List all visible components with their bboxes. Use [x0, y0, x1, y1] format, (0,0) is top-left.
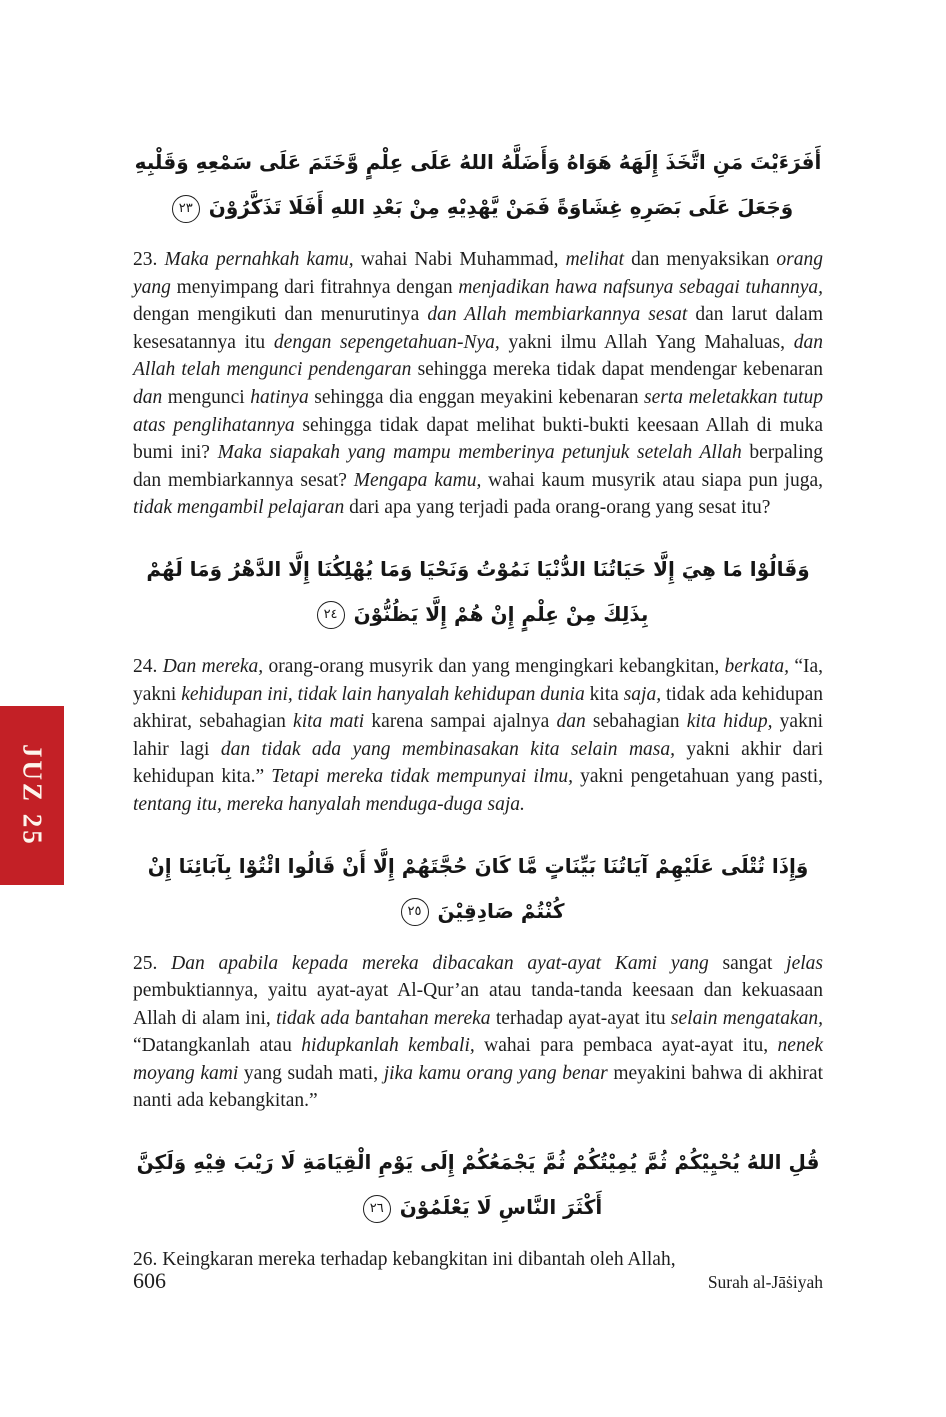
quran-verse-arabic — [133, 1140, 823, 1230]
tafsir-explanation-text: “Ia, yakni — [133, 655, 823, 705]
tafsir-quote-text: berkata, — [724, 655, 789, 677]
tafsir-explanation-text: karena sampai ajalnya — [364, 711, 557, 733]
tafsir-quote-text: serta meletakkan tutup atas penglihatannya — [133, 386, 823, 436]
tafsir-explanation-text: orang-orang musyrik dan yang mengingkari kebangkitan, — [263, 655, 725, 677]
tafsir-explanation-text: dengan mengikuti dan menurutinya — [133, 304, 428, 326]
page-footer — [133, 1268, 823, 1294]
tafsir-quote-text: Mengapa kamu, — [353, 469, 482, 491]
tafsir-quote-text: melihat — [565, 249, 625, 270]
translation-paragraph — [133, 246, 823, 522]
tafsir-explanation-text: wahai kaum musyrik atau siapa pun juga, — [481, 469, 823, 491]
tafsir-explanation-text: 24. — [133, 655, 163, 677]
tafsir-quote-text: dan — [133, 386, 163, 408]
tafsir-explanation-text: dan larut dalam kesesatannya itu — [133, 304, 823, 353]
tafsir-explanation-text: yakni ilmu Allah Yang Mahaluas, — [499, 331, 794, 353]
tafsir-quote-text: tentang itu, mereka hanyalah menduga-duga saja. — [133, 793, 525, 815]
page-number: 606 — [133, 1268, 166, 1293]
tafsir-quote-text: dan Allah telah mengunci pendengaran — [133, 331, 823, 381]
tafsir-explanation-text: berpaling dan membiarkannya sesat? — [133, 442, 823, 491]
tafsir-quote-text: nenek moyang kami — [133, 1035, 824, 1084]
tafsir-explanation-text: menyimpang dari fitrahnya dengan — [170, 276, 459, 298]
tafsir-quote-text: hatinya — [250, 386, 309, 408]
tafsir-quote-text: Maka pernahkah kamu, — [164, 249, 354, 270]
tafsir-explanation-text: pembuktiannya, yaitu ayat-ayat Al-Qur’an atau tanda-tanda keesaan dan kekuasaan Allah di alam ini, — [133, 980, 823, 1029]
tafsir-explanation-text: sehingga tidak dapat melihat bukti-bukti keesaan Allah di muka bumi ini? — [133, 414, 823, 464]
tafsir-explanation-text: sangat — [708, 952, 787, 974]
tafsir-quote-text: tidak ada bantahan mereka — [276, 1007, 491, 1029]
surah-title: Surah al-Jāṡiyah — [707, 1272, 823, 1292]
juz-label: JUZ 25 — [17, 744, 48, 847]
tafsir-quote-text: hidupkanlah kembali, — [301, 1035, 475, 1057]
quran-verse-arabic — [133, 844, 823, 934]
tafsir-quote-text: kita mati — [293, 711, 365, 733]
tafsir-explanation-text: “Datangkanlah atau — [133, 1035, 302, 1057]
tafsir-quote-text: kita hidup, — [686, 711, 773, 733]
tafsir-explanation-text: yang sudah mati, — [238, 1062, 384, 1084]
tafsir-quote-text: dengan sepengetahuan-Nya, — [273, 331, 500, 353]
tafsir-quote-text: Dan mereka, — [162, 655, 264, 677]
arabic-verse-text: وَقَالُوْا مَا هِيَ إِلَّا حَيَاتُنَا الدُّنْيَا نَمُوْتُ وَنَحْيَا وَمَا يُهْلِكُنَا إِلَّا الدَّهْرُ وَمَا لَهُمْ بِذَلِكَ مِنْ عِلْمٍ إِنْ هُمْ إِلَّا يَظُنُّوْنَ — [146, 556, 810, 626]
tafsir-explanation-text: sebahagian — [585, 711, 687, 733]
tafsir-explanation-text: sehingga mereka tidak dapat mendengar kebenaran — [411, 359, 824, 381]
translation-paragraph — [133, 653, 823, 819]
arabic-verse-text: أَفَرَءَيْتَ مَنِ اتَّخَذَ إِلَهَهُ هَوَاهُ وَأَضَلَّهُ اللهُ عَلَى عِلْمٍ وَّخَتَمَ عَلَى سَمْعِهِ وَقَلْبِهِ وَجَعَلَ عَلَى بَصَرِهِ غِشَاوَةً فَمَنْ يَّهْدِيْهِ مِنْ بَعْدِ اللهِ أَفَلَا تَذَكَّرُوْنَ — [134, 150, 822, 219]
tafsir-quote-text: Tetapi mereka tidak mempunyai ilmu, — [271, 766, 573, 788]
tafsir-quote-text: saja, — [623, 683, 662, 705]
verse-number-medallion: ٢٦ — [363, 1195, 391, 1223]
verse-number-medallion: ٢٥ — [401, 898, 429, 926]
tafsir-explanation-text: meyakini bahwa di akhirat nanti ada kebangkitan.” — [133, 1062, 823, 1112]
juz-tab — [0, 706, 64, 885]
tafsir-quote-text: jika kamu orang yang benar — [383, 1062, 608, 1084]
tafsir-explanation-text: wahai para pembaca ayat-ayat itu, — [474, 1035, 778, 1057]
tafsir-explanation-text: sehingga dia enggan meyakini kebenaran — [308, 386, 645, 408]
arabic-verse-text: وَإِذَا تُتْلَى عَلَيْهِمْ آيَاتُنَا بَيِّنَاتٍ مَّا كَانَ حُجَّتَهُمْ إِلَّا أَنْ قَالُوا ائْتُوْا بِآبَائِنَا إِنْ كُنْتُمْ صَادِقِيْنَ — [147, 853, 809, 923]
tafsir-explanation-text: terhadap ayat-ayat itu — [490, 1007, 671, 1029]
quran-verse-arabic — [133, 140, 823, 230]
tafsir-quote-text: selain mengatakan, — [670, 1007, 823, 1029]
tafsir-quote-text: dan — [556, 711, 586, 733]
verse-number-medallion: ٢٣ — [172, 195, 200, 223]
tafsir-quote-text: dan Allah membiarkannya sesat — [427, 304, 688, 326]
tafsir-explanation-text: dan menyaksikan — [624, 249, 777, 270]
tafsir-quote-text: jelas — [786, 952, 823, 974]
tafsir-explanation-text: 23. — [133, 249, 165, 270]
tafsir-explanation-text: yakni pengetahuan yang pasti, — [572, 766, 823, 788]
tafsir-explanation-text: yakni lahir lagi — [133, 711, 823, 760]
tafsir-quote-text: Maka siapakah yang mampu memberinya petunjuk setelah Allah — [217, 442, 742, 464]
tafsir-explanation-text: 25. — [133, 952, 172, 974]
page-content — [133, 0, 823, 1299]
tafsir-explanation-text: wahai Nabi Muhammad, — [353, 249, 566, 270]
tafsir-explanation-text: mengunci — [162, 386, 251, 408]
tafsir-explanation-text: dari apa yang terjadi pada orang-orang yang sesat itu? — [344, 497, 771, 519]
tafsir-quote-text: menjadikan hawa nafsunya sebagai tuhannya, — [458, 276, 823, 298]
translation-paragraph — [133, 950, 823, 1116]
tafsir-quote-text: Dan apabila kepada mereka dibacakan ayat-ayat Kami yang — [171, 952, 709, 974]
tafsir-quote-text: tidak mengambil pelajaran — [133, 497, 345, 519]
tafsir-quote-text: dan tidak ada yang membinasakan kita selain masa, — [220, 738, 676, 760]
tafsir-quote-text: kehidupan ini, tidak lain hanyalah kehidupan dunia — [181, 683, 585, 705]
arabic-verse-text: قُلِ اللهُ يُحْيِيْكُمْ ثُمَّ يُمِيْتُكُمْ ثُمَّ يَجْمَعُكُمْ إِلَى يَوْمِ الْقِيَامَةِ لَا رَيْبَ فِيْهِ وَلَكِنَّ أَكْثَرَ النَّاسِ لَا يَعْلَمُوْنَ — [136, 1150, 820, 1220]
tafsir-quote-text: orang yang — [133, 249, 823, 298]
verse-number-medallion: ٢٤ — [317, 601, 345, 629]
tafsir-explanation-text: tidak ada kehidupan akhirat, sebahagian — [133, 683, 824, 733]
tafsir-explanation-text: kita — [584, 683, 624, 705]
quran-verse-arabic — [133, 547, 823, 637]
tafsir-explanation-text: yakni akhir dari kehidupan kita.” — [133, 738, 823, 788]
tafsir-explanation-text: 26. Keingkaran mereka terhadap kebangkitan ini dibantah oleh Allah, — [133, 1249, 676, 1271]
